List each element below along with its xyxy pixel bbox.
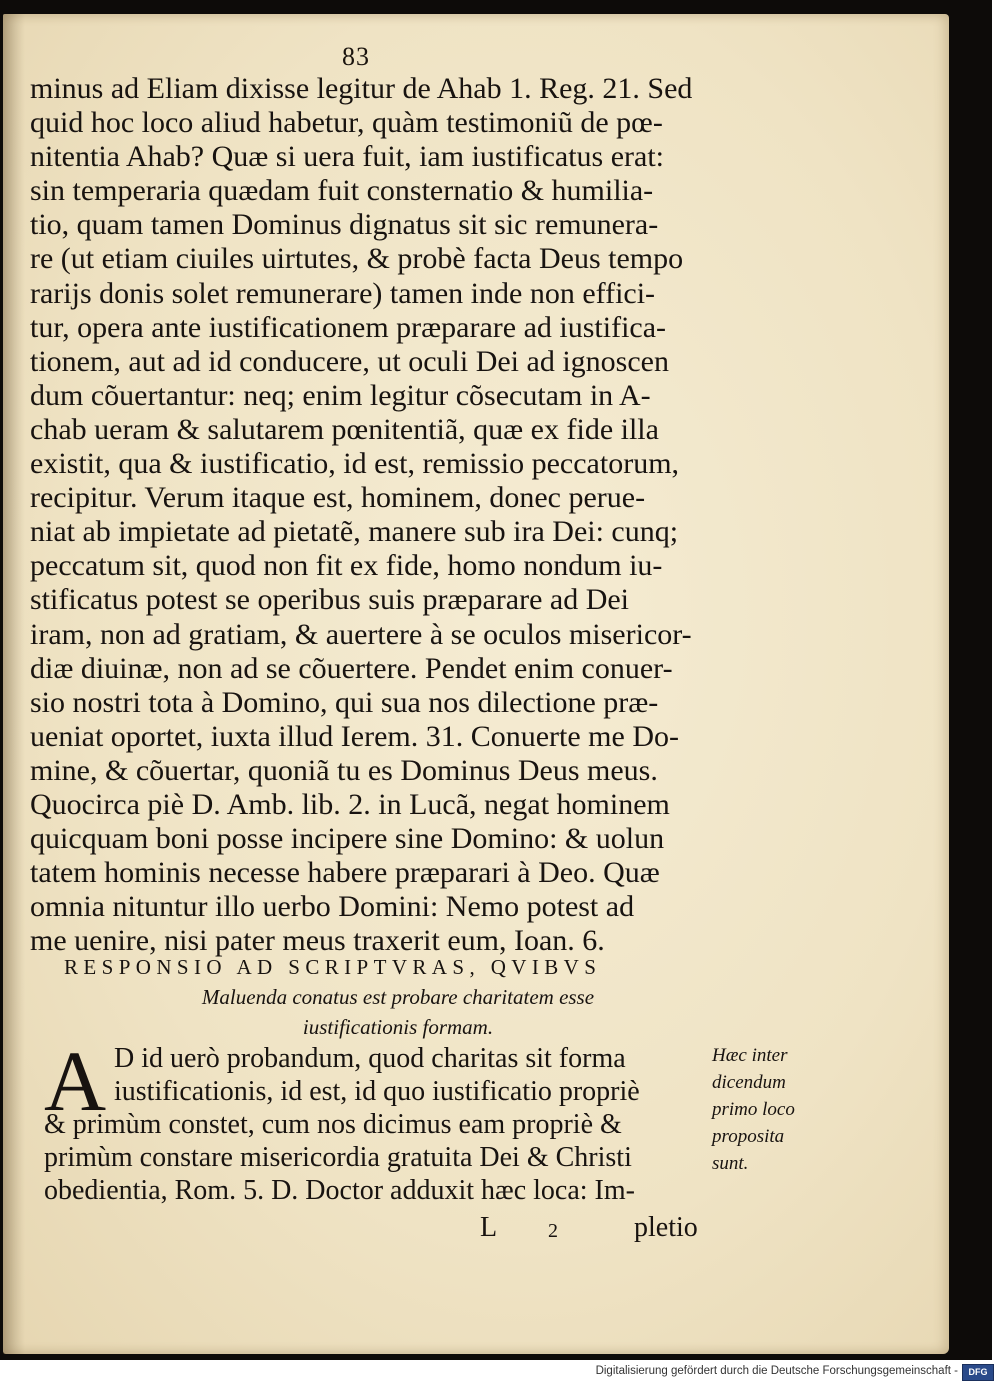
signature-mark-number: 2 xyxy=(548,1220,558,1242)
text-line: rarijs donis solet remunerare) tamen inde non effici- xyxy=(30,276,656,310)
text-line: diæ diuinæ, non ad se cõuertere. Pendet enim conuer- xyxy=(30,651,673,685)
margin-note-line: dicendum xyxy=(712,1072,786,1093)
text-line: obedientia, Rom. 5. D. Doctor adduxit hæc loca: Im- xyxy=(44,1175,635,1206)
text-line: sin temperaria quædam fuit consternatio & humilia- xyxy=(30,174,654,208)
section-heading: RESPONSIO AD SCRIPTVRAS, QVIBVS xyxy=(64,955,602,979)
text-line: quicquam boni posse incipere sine Domino: & uolun xyxy=(30,822,665,856)
text-line: stificatus potest se operibus suis præparare ad Dei xyxy=(30,583,630,617)
text-line: dum cõuertantur: neq; enim legitur cõsecutam in A- xyxy=(30,378,651,412)
marginal-note xyxy=(712,1042,822,1177)
text-line: iustificationis, id est, id quo iustificatio propriè xyxy=(114,1076,640,1107)
text-line: primùm constare misericordia gratuita Dei & Christi xyxy=(44,1142,632,1173)
text-line: Quocirca piè D. Amb. lib. 2. in Lucã, negat hominem xyxy=(30,787,670,821)
signature-mark-letter: L xyxy=(480,1212,498,1243)
drop-cap: A xyxy=(44,1033,107,1129)
footer-bar xyxy=(0,1360,1000,1385)
text-line: tatem hominis necesse habere præparari à Deo. Quæ xyxy=(30,856,660,890)
text-line: tur, opera ante iustificationem præparare ad iustifica- xyxy=(30,310,667,344)
second-paragraph xyxy=(44,1033,714,1207)
margin-note-line: proposita xyxy=(712,1126,785,1147)
text-line: tio, quam tamen Dominus dignatus sit sic remunera- xyxy=(30,208,659,242)
text-line: niat ab impietate ad pietatẽ, manere sub ira Dei: cunq; xyxy=(30,515,679,549)
gutter-shadow xyxy=(3,14,25,1354)
text-line: omnia nituntur illo uerbo Domini: Nemo potest ad xyxy=(30,890,635,924)
margin-note-line: sunt. xyxy=(712,1153,749,1174)
page-number: 83 xyxy=(342,42,370,71)
text-line: peccatum sit, quod non fit ex fide, homo nondum iu- xyxy=(30,549,663,583)
footer-credit: Digitalisierung gefördert durch die Deutsche Forschungsgemeinschaft - xyxy=(595,1365,958,1377)
body-paragraph xyxy=(30,72,730,958)
text-line: mine, & cõuertar, quoniã tu es Dominus Deus meus. xyxy=(30,753,658,787)
text-line: recipitur. Verum itaque est, hominem, donec perue- xyxy=(30,481,646,515)
text-line: tionem, aut ad id conducere, ut oculi Dei ad ignoscen xyxy=(30,344,669,378)
text-line: iram, non ad gratiam, & auertere à se oculos misericor- xyxy=(30,617,692,651)
text-line: & primùm constet, cum nos dicimus eam propriè & xyxy=(44,1109,622,1140)
section-subheading: iustificationis formam. xyxy=(302,1015,494,1039)
text-line: me uenire, nisi pater meus traxerit eum, Ioan. 6. xyxy=(30,924,605,958)
margin-note-line: primo loco xyxy=(712,1099,795,1120)
text-line: chab ueram & salutarem pœnitentiã, quæ ex fide illa xyxy=(30,412,659,446)
text-line: sio nostri tota à Domino, qui sua nos dilectione præ- xyxy=(30,685,659,719)
section-subheading: Maluenda conatus est probare charitatem esse xyxy=(201,985,595,1009)
catchword: pletio xyxy=(634,1212,698,1243)
margin-note-line: Hæc inter xyxy=(712,1045,788,1066)
text-line: D id uerò probandum, quod charitas sit forma xyxy=(114,1043,626,1074)
text-line: quid hoc loco aliud habetur, quàm testimoniũ de pœ- xyxy=(30,106,663,140)
dfg-logo-icon: DFG xyxy=(962,1364,994,1381)
text-line: existit, qua & iustificatio, id est, remissio peccatorum, xyxy=(30,447,680,481)
text-line: nitentia Ahab? Quæ si uera fuit, iam iustificatus erat: xyxy=(30,140,664,174)
text-line: ueniat oportet, iuxta illud Ierem. 31. Conuerte me Do- xyxy=(30,719,679,753)
text-line: re (ut etiam ciuiles uirtutes, & probè facta Deus tempo xyxy=(30,242,684,276)
text-line: minus ad Eliam dixisse legitur de Ahab 1. Reg. 21. Sed xyxy=(30,72,693,105)
